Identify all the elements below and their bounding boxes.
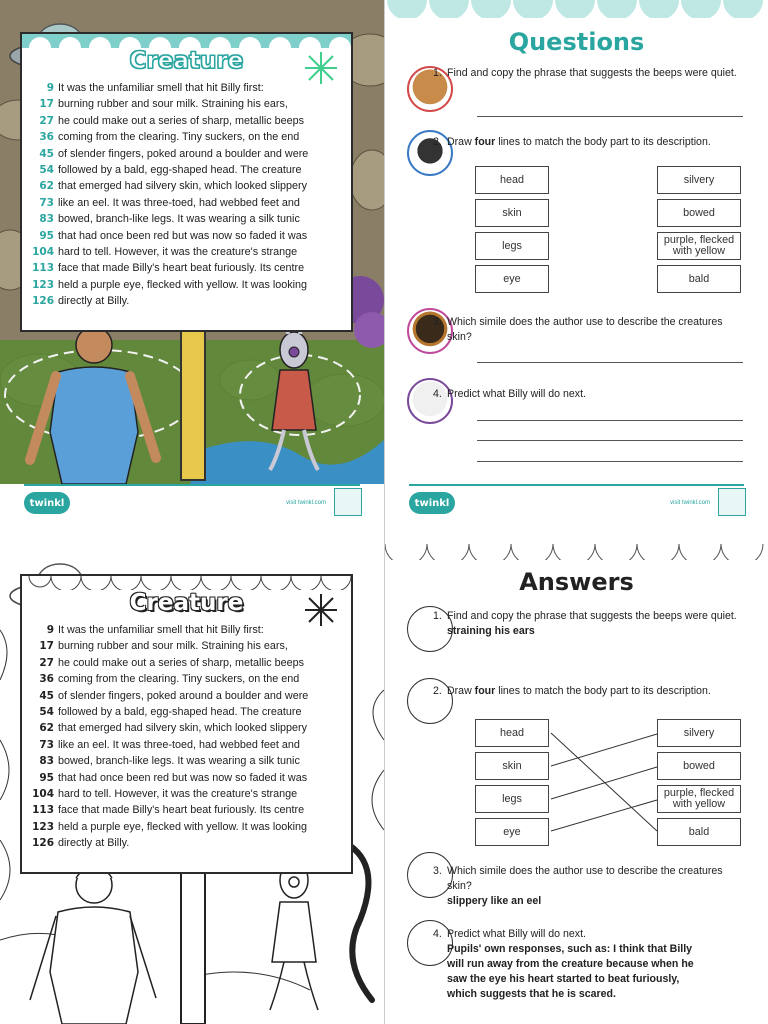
story-line: 73 like an eel. It was three-toed, had webbed feet and (39, 196, 300, 209)
question-4: 4. Predict what Billy will do next. (433, 388, 586, 400)
match-box-bald: bald (657, 818, 741, 846)
answer-line[interactable] (477, 116, 743, 117)
answer-3: 3. Which simile does the author use to describe the creatures skin? slippery like an eel (433, 865, 723, 907)
match-box-head: head (475, 719, 549, 747)
twinkl-logo-icon[interactable]: twinkl (24, 492, 70, 514)
page-scallop-top (385, 540, 768, 560)
story-line: 123 held a purple eye, flecked with yellow. It was looking (32, 278, 308, 291)
story-line: 113 face that made Billy's heart beat furiously. Its centre (32, 804, 305, 817)
story-line: 123 held a purple eye, flecked with yellow. It was looking (32, 820, 308, 833)
story-text (28, 622, 345, 851)
story-page-colour (0, 0, 384, 520)
story-line: 83 bowed, branch-like legs. It was wearing a silk tunic (39, 755, 300, 768)
story-line: 83 bowed, branch-like legs. It was wearing a silk tunic (39, 213, 300, 226)
story-line: 9 It was the unfamiliar smell that hit Billy first: (46, 624, 264, 636)
answer-4: 4. Predict what Billy will do next. Pupils' own responses, such as: I think that Billy will run away from the creature because when he saw the eye his heart started to beat furiously, which suggests that he is scared. (433, 928, 694, 1000)
story-title: Creature (129, 48, 244, 74)
match-box-purple: purple, flecked with yellow (657, 785, 741, 813)
visit-link[interactable]: visit twinkl.com (285, 500, 326, 506)
card-scallop-border (22, 34, 351, 48)
story-line: 17 burning rubber and sour milk. Straining his ears, (39, 640, 288, 653)
story-card (20, 32, 353, 332)
story-line: 113 face that made Billy's heart beat furiously. Its centre (32, 262, 305, 275)
quality-badge-icon (334, 488, 362, 516)
answer-line[interactable] (477, 362, 743, 363)
story-line: 54 followed by a bald, egg-shaped head. The creature (39, 163, 302, 176)
question-1: 1. Find and copy the phrase that suggests the beeps were quiet. (433, 67, 737, 79)
answers-page (385, 540, 768, 1024)
answers-heading: Answers (519, 568, 634, 596)
story-line: 73 like an eel. It was three-toed, had webbed feet and (39, 738, 300, 751)
billy-outline (30, 865, 156, 1024)
story-line: 95 that had once been red but was now so faded it was (39, 229, 308, 242)
match-box-head[interactable]: head (475, 166, 549, 194)
match-box-bald[interactable]: bald (657, 265, 741, 293)
match-box-skin: skin (475, 752, 549, 780)
visit-link[interactable]: visit twinkl.com (669, 500, 710, 506)
story-line: 104 hard to tell. However, it was the creature's strange (32, 245, 298, 258)
story-line: 27 he could make out a series of sharp, metallic beeps (39, 114, 305, 127)
story-line: 36 coming from the clearing. Tiny suckers, on the end (39, 673, 300, 686)
footer-rule (409, 484, 744, 486)
card-scallop-border (22, 576, 351, 590)
questions-page (385, 0, 768, 520)
match-box-eye: eye (475, 818, 549, 846)
story-line: 104 hard to tell. However, it was the creature's strange (32, 787, 298, 800)
question-2: 2. Draw four lines to match the body part to its description. (433, 136, 711, 148)
story-line: 54 followed by a bald, egg-shaped head. The creature (39, 705, 302, 718)
match-box-bowed: bowed (657, 752, 741, 780)
questions-heading: Questions (508, 28, 645, 56)
quality-badge-icon (718, 488, 746, 516)
match-box-legs: legs (475, 785, 549, 813)
story-line: 126 directly at Billy. (32, 837, 130, 850)
footer-rule (24, 484, 360, 486)
question-3: 3. Which simile does the author use to describe the creatures skin? (433, 316, 723, 343)
twinkl-logo-icon[interactable]: twinkl (409, 492, 455, 514)
story-card (20, 574, 353, 874)
answer-4-text: Pupils' own responses, such as: I think that Billy will run away from the creature because when he saw the eye his heart started to beat furiously, which suggests that he is scared. (447, 943, 694, 1000)
answer-line[interactable] (477, 420, 743, 421)
story-line: 95 that had once been red but was now so faded it was (39, 771, 308, 784)
page-scallop-top (385, 0, 768, 18)
story-line: 36 coming from the clearing. Tiny suckers, on the end (39, 131, 300, 144)
answer-1-text: straining his ears (447, 625, 535, 637)
answer-3-text: slippery like an eel (447, 895, 542, 907)
story-page-bw (0, 540, 384, 1024)
match-box-skin[interactable]: skin (475, 199, 549, 227)
story-line: 17 burning rubber and sour milk. Straining his ears, (39, 98, 288, 111)
story-title: Creature (129, 590, 244, 616)
story-text (28, 80, 345, 309)
story-line: 62 that emerged had silvery skin, which looked slippery (39, 180, 308, 193)
footer (385, 484, 768, 520)
story-line: 45 of slender fingers, poked around a boulder and were (39, 689, 309, 702)
match-box-silvery[interactable]: silvery (657, 166, 741, 194)
answer-1: 1. Find and copy the phrase that suggests the beeps were quiet. straining his ears (433, 610, 737, 637)
match-box-bowed[interactable]: bowed (657, 199, 741, 227)
answer-line[interactable] (477, 461, 743, 462)
story-line: 45 of slender fingers, poked around a boulder and were (39, 147, 309, 160)
story-line: 27 he could make out a series of sharp, metallic beeps (39, 656, 305, 669)
story-line: 9 It was the unfamiliar smell that hit Billy first: (46, 82, 264, 94)
match-box-silvery: silvery (657, 719, 741, 747)
match-box-purple[interactable]: purple, flecked with yellow (657, 232, 741, 260)
footer (0, 484, 384, 520)
match-box-eye[interactable]: eye (475, 265, 549, 293)
answer-2: 2. Draw four lines to match the body part to its description. (433, 685, 711, 697)
story-line: 62 that emerged had silvery skin, which looked slippery (39, 722, 308, 735)
match-box-legs[interactable]: legs (475, 232, 549, 260)
answer-line[interactable] (477, 440, 743, 441)
story-line: 126 directly at Billy. (32, 295, 130, 308)
